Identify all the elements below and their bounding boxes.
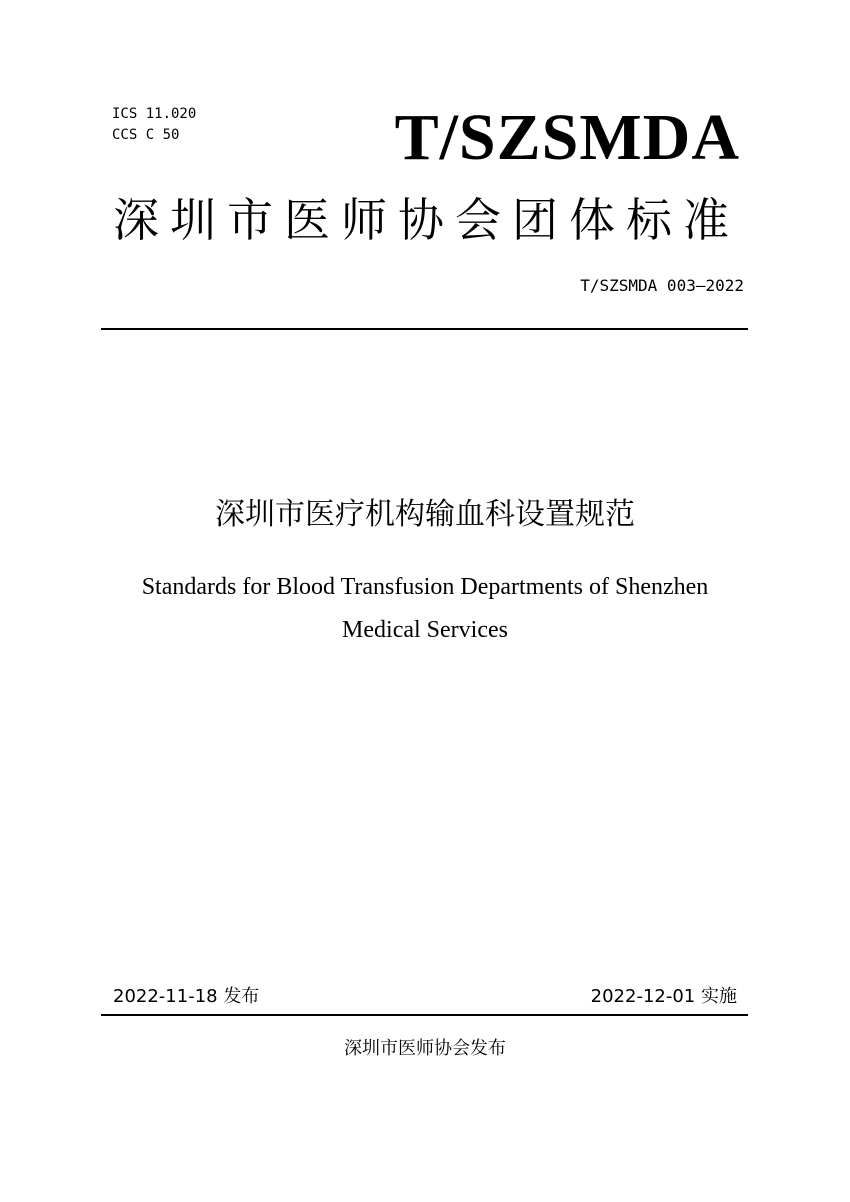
footer-divider bbox=[101, 1014, 748, 1016]
ccs-code: CCS C 50 bbox=[112, 127, 180, 143]
document-title-english bbox=[60, 566, 790, 652]
standard-code-heading: T/SZSMDA bbox=[394, 101, 740, 174]
english-title-line-1: Standards for Blood Transfusion Departments of Shenzhen bbox=[141, 574, 709, 600]
standard-number: T/SZSMDA 003—2022 bbox=[580, 276, 744, 295]
publish-date: 2022-11-18 发布 bbox=[113, 986, 260, 1007]
header-divider bbox=[101, 328, 748, 330]
ics-code: ICS 11.020 bbox=[112, 106, 197, 122]
document-title-chinese: 深圳市医疗机构输血科设置规范 bbox=[215, 497, 635, 532]
publisher: 深圳市医师协会发布 bbox=[344, 1038, 506, 1059]
english-title-line-2: Medical Services bbox=[342, 617, 508, 643]
implement-date: 2022-12-01 实施 bbox=[590, 986, 737, 1007]
classification-codes bbox=[112, 104, 196, 146]
organization-standard-title: 深圳市医师协会团体标准 bbox=[113, 193, 740, 247]
